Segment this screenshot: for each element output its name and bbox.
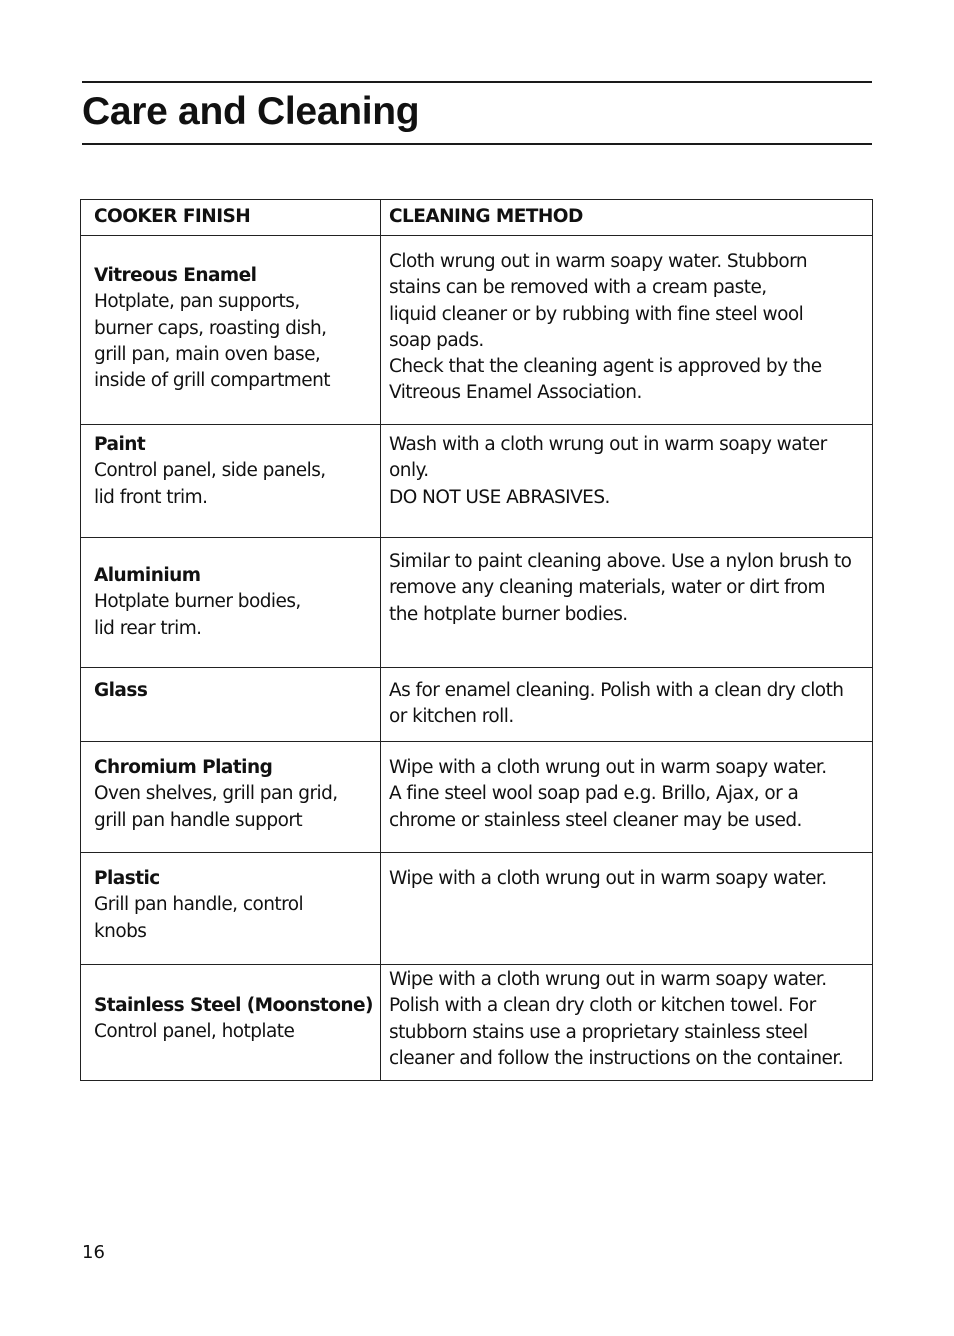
finish-name: Chromium Plating xyxy=(94,757,273,778)
cleaning-method-text xyxy=(389,678,869,731)
method-cell xyxy=(381,668,873,742)
finish-name: Vitreous Enamel xyxy=(94,265,257,286)
page-number: 16 xyxy=(82,1242,105,1263)
header-cooker-finish: COOKER FINISH xyxy=(81,200,381,236)
cleaning-method-line: Wipe with a cloth wrung out in warm soapy water. xyxy=(389,757,827,778)
table-row xyxy=(81,425,873,538)
finish-description xyxy=(94,458,376,511)
cleaning-method-line: cleaner and follow the instructions on the container. xyxy=(389,1047,844,1069)
cleaning-method-line: chrome or stainless steel cleaner may be used. xyxy=(389,809,802,831)
table-row xyxy=(81,742,873,853)
method-cell xyxy=(381,965,873,1081)
finish-name: Stainless Steel (Moonstone) xyxy=(94,995,373,1016)
method-cell xyxy=(381,425,873,538)
table-row xyxy=(81,668,873,742)
finish-cell xyxy=(81,668,381,742)
method-cell xyxy=(381,538,873,668)
cleaning-method-line: Wipe with a cloth wrung out in warm soapy water. xyxy=(389,969,827,990)
finish-description xyxy=(94,892,376,945)
page-title: Care and Cleaning xyxy=(82,90,420,133)
finish-cell xyxy=(81,853,381,965)
cleaning-method-line: Vitreous Enamel Association. xyxy=(389,382,642,404)
cleaning-method-text xyxy=(389,866,869,892)
cleaning-method-line: Cloth wrung out in warm soapy water. Stubborn xyxy=(389,251,808,272)
cleaning-method-text xyxy=(389,549,869,628)
finish-description xyxy=(94,289,376,394)
finish-description-line: grill pan, main oven base, xyxy=(94,343,321,365)
finish-cell xyxy=(81,425,381,538)
cleaning-method-line: DO NOT USE ABRASIVES. xyxy=(389,486,610,508)
table-row xyxy=(81,236,873,425)
table-row xyxy=(81,965,873,1081)
table-header-row xyxy=(81,200,873,236)
cleaning-method-text xyxy=(389,249,869,407)
cleaning-method-line: the hotplate burner bodies. xyxy=(389,603,628,625)
cleaning-method-line: A fine steel wool soap pad e.g. Brillo, Ajax, or a xyxy=(389,783,799,805)
finish-description-line: inside of grill compartment xyxy=(94,370,330,392)
finish-cell xyxy=(81,965,381,1081)
finish-description-line: Hotplate, pan supports, xyxy=(94,291,300,313)
finish-description-line: Hotplate burner bodies, xyxy=(94,591,301,613)
title-top-rule xyxy=(82,81,872,83)
finish-description-line: lid rear trim. xyxy=(94,617,202,639)
finish-description-line: lid front trim. xyxy=(94,486,208,508)
finish-description xyxy=(94,781,376,834)
finish-description xyxy=(94,589,376,642)
cleaning-method-text xyxy=(389,432,869,511)
finish-cell xyxy=(81,236,381,425)
cleaning-method-line: stubborn stains use a proprietary stainless steel xyxy=(389,1021,808,1043)
finish-name: Paint xyxy=(94,434,146,455)
finish-description-line: burner caps, roasting dish, xyxy=(94,317,327,339)
cleaning-table xyxy=(80,199,873,1081)
finish-description-line: Grill pan handle, control xyxy=(94,894,304,916)
header-cleaning-method: CLEANING METHOD xyxy=(381,200,873,236)
cleaning-method-line: liquid cleaner or by rubbing with fine steel wool xyxy=(389,303,804,325)
cleaning-method-line: stains can be removed with a cream paste, xyxy=(389,277,767,299)
finish-cell xyxy=(81,742,381,853)
method-cell xyxy=(381,236,873,425)
cleaning-method-text xyxy=(389,755,869,834)
finish-name: Glass xyxy=(94,680,148,701)
cleaning-method-line: Polish with a clean dry cloth or kitchen towel. For xyxy=(389,995,816,1017)
cleaning-method-line: soap pads. xyxy=(389,329,484,351)
finish-description-line: Oven shelves, grill pan grid, xyxy=(94,783,338,805)
finish-name: Aluminium xyxy=(94,565,201,586)
table-row xyxy=(81,853,873,965)
cleaning-method-line: As for enamel cleaning. Polish with a clean dry cloth xyxy=(389,680,844,701)
finish-description-line: grill pan handle support xyxy=(94,809,303,831)
finish-description xyxy=(94,1019,376,1045)
finish-description-line: Control panel, hotplate xyxy=(94,1021,295,1043)
finish-description-line: knobs xyxy=(94,920,147,942)
finish-description-line: Control panel, side panels, xyxy=(94,460,326,482)
table-row xyxy=(81,538,873,668)
finish-name: Plastic xyxy=(94,868,160,889)
cleaning-method-line: Wash with a cloth wrung out in warm soapy water xyxy=(389,434,827,455)
method-cell xyxy=(381,853,873,965)
cleaning-method-line: Check that the cleaning agent is approved by the xyxy=(389,356,822,378)
cleaning-method-text xyxy=(389,967,869,1072)
finish-cell xyxy=(81,538,381,668)
method-cell xyxy=(381,742,873,853)
cleaning-method-line: or kitchen roll. xyxy=(389,706,514,728)
cleaning-method-line: only. xyxy=(389,460,429,482)
title-bottom-rule xyxy=(82,143,872,145)
cleaning-method-line: Wipe with a cloth wrung out in warm soapy water. xyxy=(389,868,827,889)
cleaning-method-line: Similar to paint cleaning above. Use a nylon brush to xyxy=(389,551,852,572)
cleaning-method-line: remove any cleaning materials, water or dirt from xyxy=(389,577,826,599)
